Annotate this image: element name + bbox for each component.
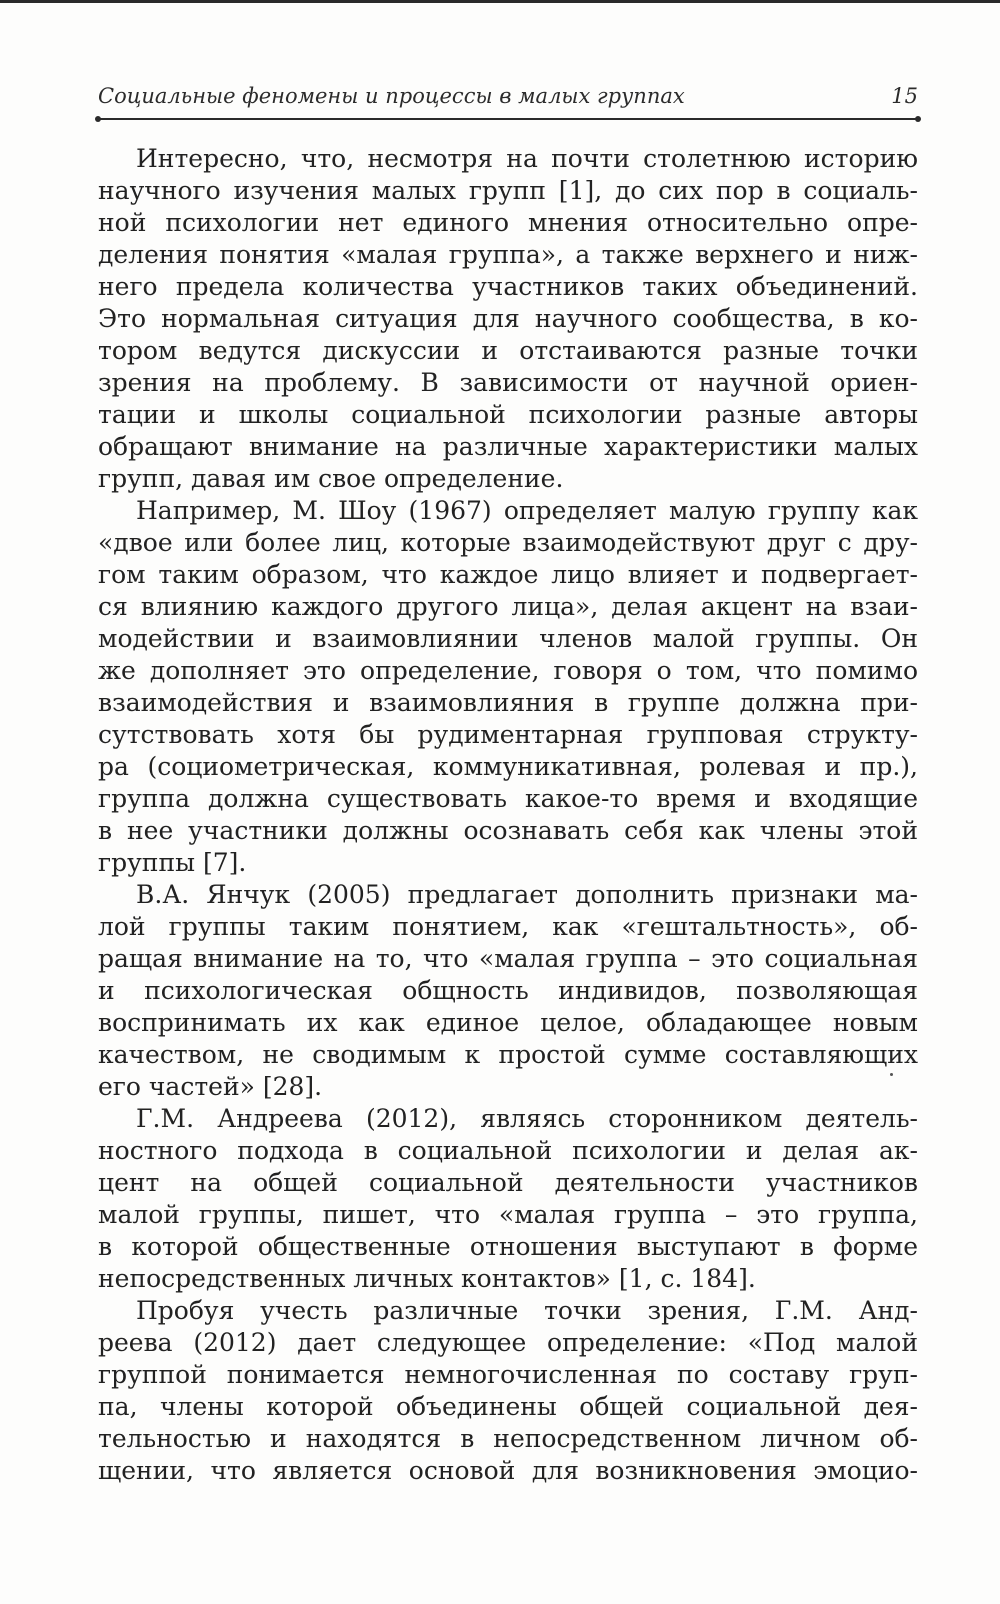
- text-line: обращают внимание на различные характеристики малых: [98, 432, 918, 461]
- text-line: тором ведутся дискуссии и отстаиваются разные точки: [98, 336, 918, 365]
- text-line: В.А. Янчук (2005) предлагает дополнить признаки ма-: [136, 880, 918, 909]
- header-rule: [98, 118, 918, 120]
- running-head: [98, 80, 918, 116]
- text-line: реева (2012) дает следующее определение: «Под малой: [98, 1328, 918, 1357]
- paragraph: [98, 1295, 918, 1487]
- text-line: в нее участники должны осознавать себя как члены этой: [98, 816, 918, 845]
- text-line: Например, М. Шоу (1967) определяет малую группу как: [136, 496, 918, 525]
- text-line: ра (социометрическая, коммуникативная, ролевая и пр.),: [98, 752, 918, 781]
- text-line: ся влиянию каждого другого лица», делая акцент на взаи-: [98, 592, 918, 621]
- text-line: тации и школы социальной психологии разные авторы: [98, 400, 918, 429]
- text-line: его частей» [28].: [98, 1072, 323, 1101]
- text-line: группы [7].: [98, 848, 247, 877]
- text-line: качеством, не сводимым к простой сумме составляющих: [98, 1040, 918, 1069]
- text-line: воспринимать их как единое целое, обладающее новым: [98, 1008, 918, 1037]
- text-line: зрения на проблему. В зависимости от научной ориен-: [98, 368, 918, 397]
- text-line: групп, давая им свое определение.: [98, 464, 564, 493]
- running-title: Социальные феномены и процессы в малых группах: [98, 84, 685, 108]
- text-line: Пробуя учесть различные точки зрения, Г.М. Анд-: [136, 1296, 918, 1325]
- text-line: лой группы таким понятием, как «гештальтность», об-: [98, 912, 918, 941]
- text-line: гом таким образом, что каждое лицо влияет и подвергает-: [98, 560, 918, 589]
- text-line: ращая внимание на то, что «малая группа – это социальная: [98, 944, 918, 973]
- text-line: Это нормальная ситуация для научного сообщества, в ко-: [98, 304, 918, 333]
- paragraph: [98, 879, 918, 1103]
- text-line: же дополняет это определение, говоря о том, что помимо: [98, 656, 918, 685]
- text-line: группой понимается немногочисленная по составу груп-: [98, 1360, 918, 1389]
- text-line: цент на общей социальной деятельности участников: [98, 1168, 918, 1197]
- paragraph: [98, 143, 918, 495]
- scan-speck: [890, 1073, 893, 1076]
- text-line: ной психологии нет единого мнения относительно опре-: [98, 208, 918, 237]
- body-text: [98, 143, 918, 1487]
- scan-top-edge: [0, 0, 1000, 3]
- text-line: непосредственных личных контактов» [1, с. 184].: [98, 1264, 756, 1293]
- text-line: ностного подхода в социальной психологии и делая ак-: [98, 1136, 918, 1165]
- text-line: Интересно, что, несмотря на почти столетнюю историю: [136, 144, 918, 173]
- text-line: сутствовать хотя бы рудиментарная групповая структу-: [98, 720, 918, 749]
- text-line: научного изучения малых групп [1], до сих пор в социаль-: [98, 176, 918, 205]
- paragraph: [98, 495, 918, 879]
- text-line: па, члены которой объединены общей социальной дея-: [98, 1392, 918, 1421]
- text-line: деления понятия «малая группа», а также верхнего и ниж-: [98, 240, 918, 269]
- text-line: малой группы, пишет, что «малая группа – это группа,: [98, 1200, 918, 1229]
- rule-dot-left: [95, 116, 101, 122]
- text-line: щении, что является основой для возникновения эмоцио-: [98, 1456, 918, 1485]
- text-line: Г.М. Андреева (2012), являясь сторонником деятель-: [136, 1104, 918, 1133]
- text-line: в которой общественные отношения выступают в форме: [98, 1232, 918, 1261]
- text-line: и психологическая общность индивидов, позволяющая: [98, 976, 918, 1005]
- text-line: тельностью и находятся в непосредственном личном об-: [98, 1424, 918, 1453]
- text-line: «двое или более лиц, которые взаимодействуют друг с дру-: [98, 528, 918, 557]
- text-line: взаимодействия и взаимовлияния в группе должна при-: [98, 688, 918, 717]
- page-number: 15: [891, 84, 918, 108]
- text-line: группа должна существовать какое-то время и входящие: [98, 784, 918, 813]
- text-line: модействии и взаимовлиянии членов малой группы. Он: [98, 624, 918, 653]
- text-line: него предела количества участников таких объединений.: [98, 272, 918, 301]
- paragraph: [98, 1103, 918, 1295]
- rule-dot-right: [915, 116, 921, 122]
